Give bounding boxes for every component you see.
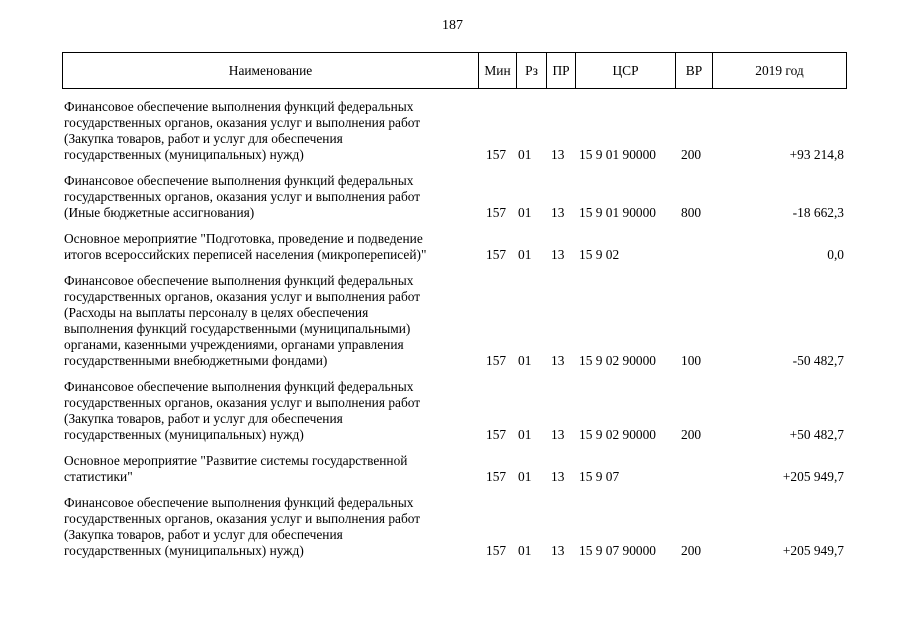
row-name-line: государственных органов, оказания услуг и выполнения работ [64,395,421,410]
row-name-line: Основное мероприятие "Развитие системы государственной [64,453,408,468]
row-rz: 01 [518,543,532,558]
row-amount: +50 482,7 [789,427,844,442]
row-name-line: выполнения функций государственными (муниципальными) [64,321,411,336]
table-row [62,273,846,369]
header-csr: ЦСР [576,53,676,89]
row-min: 157 [486,247,507,262]
row-name-line: Финансовое обеспечение выполнения функций федеральных [64,99,414,114]
row-name-line: государственных органов, оказания услуг и выполнения работ [64,115,421,130]
row-name-line: (Закупка товаров, работ и услуг для обеспечения [64,411,343,426]
header-pr: ПР [547,53,576,89]
table-row [62,495,846,559]
row-name-line: (Закупка товаров, работ и услуг для обеспечения [64,527,343,542]
row-name [62,495,478,559]
row-name-line: итогов всероссийских переписей населения (микропереписей)" [64,247,427,262]
row-name-line: Основное мероприятие "Подготовка, проведение и подведение [64,231,423,246]
row-name-line: Финансовое обеспечение выполнения функций федеральных [64,495,414,510]
row-pr: 13 [551,205,565,220]
row-rz: 01 [518,247,532,262]
row-min: 157 [486,205,507,220]
row-min: 157 [486,147,507,162]
row-pr: 13 [551,469,565,484]
row-name-line: статистики" [64,469,133,484]
table-row [62,379,846,443]
row-pr: 13 [551,247,565,262]
row-amount: +93 214,8 [789,147,844,162]
row-vr: 200 [681,427,702,442]
table-row [62,99,846,163]
row-rz: 01 [518,469,532,484]
row-name [62,173,478,221]
row-name-line: (Закупка товаров, работ и услуг для обеспечения [64,131,343,146]
row-name-line: государственных (муниципальных) нужд) [64,543,304,558]
row-name-line: государственных (муниципальных) нужд) [64,147,304,162]
row-vr: 200 [681,147,702,162]
page-number: 187 [442,18,463,33]
row-pr: 13 [551,427,565,442]
row-csr: 15 9 02 90000 [579,427,656,442]
row-min: 157 [486,427,507,442]
table-row [62,173,846,221]
row-pr: 13 [551,543,565,558]
table-row [62,453,846,485]
row-rz: 01 [518,205,532,220]
row-vr: 100 [681,353,702,368]
row-name-line: (Расходы на выплаты персоналу в целях обеспечения [64,305,369,320]
row-csr: 15 9 02 90000 [579,353,656,368]
row-name-line: государственными внебюджетными фондами) [64,353,328,368]
row-name-line: Финансовое обеспечение выполнения функций федеральных [64,379,414,394]
header-name: Наименование [63,53,479,89]
table-header [62,52,847,89]
row-rz: 01 [518,353,532,368]
row-csr: 15 9 07 [579,469,620,484]
row-csr: 15 9 07 90000 [579,543,656,558]
row-min: 157 [486,469,507,484]
row-csr: 15 9 01 90000 [579,205,656,220]
row-amount: +205 949,7 [782,469,844,484]
header-rz: Рз [517,53,547,89]
header-vr: ВР [676,53,713,89]
row-csr: 15 9 02 [579,247,620,262]
row-name-line: государственных органов, оказания услуг и выполнения работ [64,189,421,204]
row-name [62,273,478,369]
row-name-line: государственных органов, оказания услуг и выполнения работ [64,511,421,526]
row-amount: -50 482,7 [792,353,844,368]
row-vr: 800 [681,205,702,220]
budget-rows [62,99,846,569]
row-vr: 200 [681,543,702,558]
row-amount: +205 949,7 [782,543,844,558]
row-csr: 15 9 01 90000 [579,147,656,162]
row-name-line: (Иные бюджетные ассигнования) [64,205,255,220]
table-row [62,231,846,263]
row-amount: -18 662,3 [792,205,844,220]
row-name-line: Финансовое обеспечение выполнения функций федеральных [64,273,414,288]
header-min: Мин [479,53,517,89]
row-name-line: Финансовое обеспечение выполнения функций федеральных [64,173,414,188]
row-name [62,231,478,263]
row-name-line: органами, казенными учреждениями, органами управления [64,337,404,352]
header-year: 2019 год [713,53,847,89]
row-name [62,99,478,163]
row-amount: 0,0 [827,247,844,262]
row-pr: 13 [551,147,565,162]
row-pr: 13 [551,353,565,368]
row-rz: 01 [518,147,532,162]
row-rz: 01 [518,427,532,442]
row-name [62,453,478,485]
row-name [62,379,478,443]
row-min: 157 [486,543,507,558]
row-name-line: государственных (муниципальных) нужд) [64,427,304,442]
row-name-line: государственных органов, оказания услуг и выполнения работ [64,289,421,304]
row-min: 157 [486,353,507,368]
